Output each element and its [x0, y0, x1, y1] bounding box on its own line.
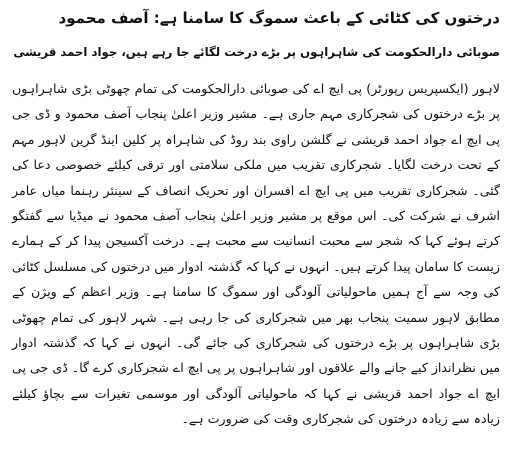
article-headline: درختوں کی کٹائی کے باعث سموگ کا سامنا ہے: آصف محمود: [58, 9, 500, 27]
article-subheadline: صوبائی دارالحکومت کی شاہراہوں پر بڑے درخت لگائے جا رہے ہیں، جواد احمد قریشی: [13, 45, 500, 59]
article-body: لاہور (ایکسپریس رپورٹر) پی ایچ اے کی صوبائی دارالحکومت کی تمام چھوٹی بڑی شاہراہوں پر بڑے درختوں کی شجرکاری مہم جاری ہے۔ مشیر وزیر اعلیٰ پنجاب آصف محمود و ڈی جی پی ایچ اے جواد احمد قریشی نے گلشن راوی بند روڈ کی شاہراہ پر کلین اینڈ گرین لاہور مہم کے تحت درخت لگایا۔ شجرکاری تقریب میں ملکی سلامتی اور ترقی کیلئے خصوصی دعا کی گئی۔ شجرکاری تقریب میں پی ایچ اے افسران اور تحریک انصاف کے سینئر رہنما میاں عامر اشرف نے شرکت کی۔ اس موقع پر مشیر وزیر اعلیٰ پنجاب آصف محمود نے میڈیا سے گفتگو کرتے ہوئے کہا کہ شجر سے محبت انسانیت سے محبت ہے۔ درخت آکسیجن پیدا کر کے ہمارے زیست کا سامان پیدا کرتے ہیں۔ انہوں نے کہا کہ گذشتہ ادوار میں درختوں کی مسلسل کٹائی کی وجہ سے آج ہمیں ماحولیاتی آلودگی اور سموگ کا سامنا ہے۔ وزیر اعظم کے ویژن کے مطابق لاہور سمیت پنجاب بھر میں شجرکاری کی جا رہی ہے۔ شہر لاہور کی تمام چھوٹی بڑی شاہراہوں پر بڑے درختوں کی شجرکاری کی جائے گی۔ انہوں نے کہا کہ گذشتہ ادوار میں نظرانداز کیے جانے والے علاقوں اور شاہراہوں پر پی ایچ اے شجرکاری کرے گا۔ ڈی جی پی ایچ اے جواد احمد قریشی نے کہا کہ ماحولیاتی آلودگی اور موسمی تغیرات سے بچاؤ کیلئے زیادہ سے زیادہ درختوں کی شجرکاری وقت کی ضرورت ہے۔: [12, 81, 500, 427]
